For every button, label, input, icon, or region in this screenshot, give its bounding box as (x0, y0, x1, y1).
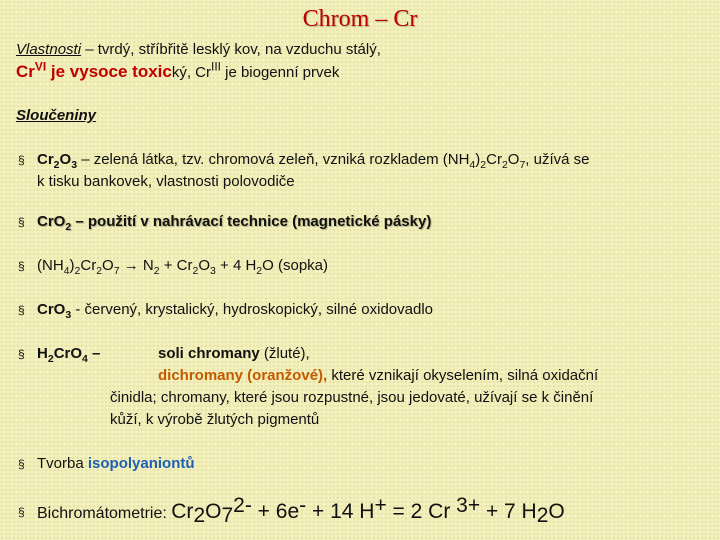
page-title: Chrom – Cr (302, 6, 418, 32)
cr6-text: je vysoce toxic (46, 62, 172, 81)
bullet-icon: § (18, 303, 25, 317)
item-tvorba: Tvorba isopolyaniontů (37, 455, 195, 472)
bullet-icon: § (18, 457, 25, 471)
bullet-icon: § (18, 347, 25, 361)
item-h2cro4-line-3: činidla; chromany, které jsou rozpustné, jsou jedovaté, užívají se k činění (110, 389, 594, 406)
vlastnosti-text: – tvrdý, stříbřitě lesklý kov, na vzduchu stálý, (81, 41, 381, 58)
bullet-icon: § (18, 259, 25, 273)
item-cro2: CrO$_2$ – použití v nahrávací technice (magnetické pásky) (37, 213, 432, 233)
cr3-oxidation: III (211, 59, 221, 74)
bullet-icon: § (18, 153, 25, 167)
slouceniny-heading: Sloučeniny (16, 107, 97, 124)
item-cr2o3-line-2: k tisku bankovek, vlastnosti polovodiče (37, 173, 295, 190)
item-bichromatometrie: Bichromátometrie: $Cr_2O_7^{2-} + 6e^- + 14$ H+ = 2 Cr $^{3+}$ + 7 $H_2O$ (37, 494, 565, 527)
vlastnosti-heading: Vlastnosti (16, 41, 82, 58)
item-h2cro4-line-1: soli chromany (žluté), (158, 345, 310, 362)
bullet-icon: § (18, 215, 25, 229)
cr6-element: Cr (16, 62, 35, 81)
item-h2cro4-formula: $H_2CrO_4$ – (37, 345, 101, 365)
cr6-oxidation: VI (34, 59, 47, 74)
vlastnosti-line-2 (16, 59, 340, 83)
item-cr2o3: $Cr_2O_3$ – zelená látka, tzv. chromová zeleň, vzniká rozkladem $(NH_4)_2Cr_2O_7$, užívá se (37, 151, 590, 171)
cr3-prefix: ký, Cr (171, 64, 212, 81)
item-nh4-reaction: $(NH_4)_2Cr_2O_7 \to N_2 + Cr_2O_3 + 4$ $H_2O$ (sopka) (37, 257, 328, 277)
vlastnosti-line-1 (16, 40, 381, 60)
item-h2cro4-line-2: dichromany (oranžové), které vznikají okyselením, silná oxidační (158, 367, 599, 384)
item-h2cro4-line-4: kůží, k výrobě žlutých pigmentů (110, 411, 320, 428)
cr3-text: je biogenní prvek (220, 64, 340, 81)
bullet-icon: § (18, 505, 25, 519)
item-cro3: CrO$_3$ - červený, krystalický, hydroskopický, silné oxidovadlo (37, 301, 433, 321)
